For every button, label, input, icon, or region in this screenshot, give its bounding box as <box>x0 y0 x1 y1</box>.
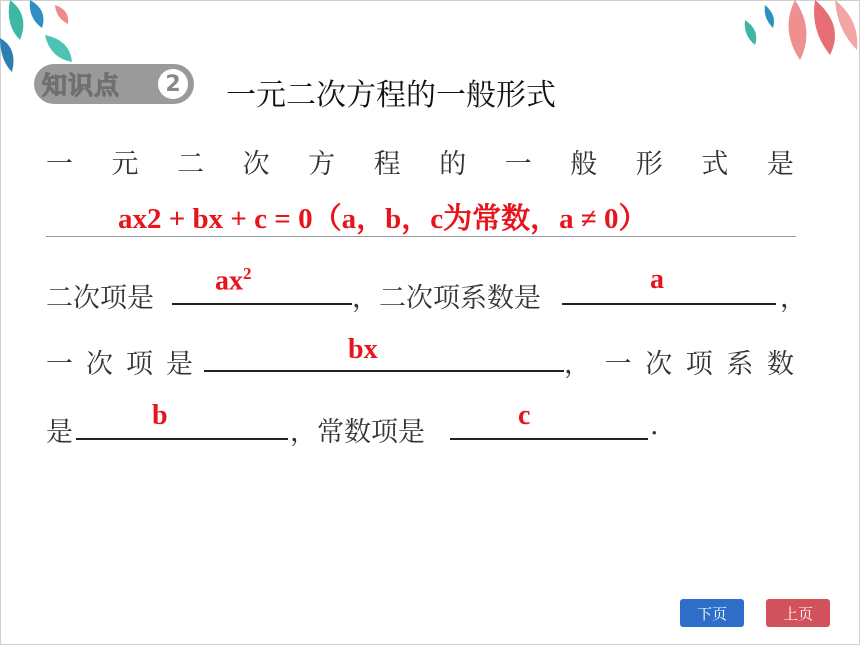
line-4-suffix: . <box>650 410 659 441</box>
blank-general-form <box>46 236 796 237</box>
answer-quadratic-term: $ax^2$ <box>215 264 252 297</box>
blank-quadratic-coeff <box>562 303 776 305</box>
line-4-middle: ，常数项是 <box>290 417 425 448</box>
line1-char: 式 <box>701 149 729 180</box>
line1-char: 的 <box>439 149 467 180</box>
line1-char: 二 <box>177 149 205 180</box>
blank-linear-term <box>204 370 564 372</box>
line1-char: 般 <box>570 149 598 180</box>
answer-linear-term: bx <box>348 334 378 365</box>
knowledge-point-badge <box>34 64 194 104</box>
section-title: 一元二次方程的一般形式 <box>226 78 556 113</box>
line-2-middle: ，二次项系数是 <box>352 283 541 314</box>
line-3-prefix: 一 次 项 是 <box>46 349 193 380</box>
line1-char: 元 <box>111 149 139 180</box>
line1-char: 次 <box>242 149 270 180</box>
prev-page-button[interactable]: 上页 <box>766 599 830 627</box>
line-3-suffix: ， 一 次 项 系 数 <box>564 349 794 380</box>
answer-quadratic-coeff: a <box>650 264 664 295</box>
badge-label: 知识点 <box>42 71 121 100</box>
line1-char: 一 <box>46 149 73 180</box>
blank-linear-coeff <box>76 438 288 440</box>
line1-char: 方 <box>308 149 336 180</box>
blank-constant <box>450 438 648 440</box>
blank-quadratic-term <box>172 303 352 305</box>
line-2-suffix: ， <box>780 283 807 314</box>
answer-general-form: ax2 + bx + c = 0（a，b，c为常数，a ≠ 0） <box>118 203 648 235</box>
line1-char: 程 <box>373 149 401 180</box>
line1-char: 一 <box>504 149 532 180</box>
line-4-prefix: 是 <box>46 417 73 448</box>
answer-constant: c <box>518 400 531 431</box>
line1-char: 形 <box>635 149 663 180</box>
answer-linear-coeff: b <box>152 400 168 431</box>
badge-number: 2 <box>158 69 188 99</box>
line-1 <box>46 142 794 181</box>
leaf-decoration-right <box>735 0 860 70</box>
line-2-prefix: 二次项是 <box>46 283 154 314</box>
next-page-button[interactable]: 下页 <box>680 599 744 627</box>
line1-char: 是 <box>766 149 794 180</box>
